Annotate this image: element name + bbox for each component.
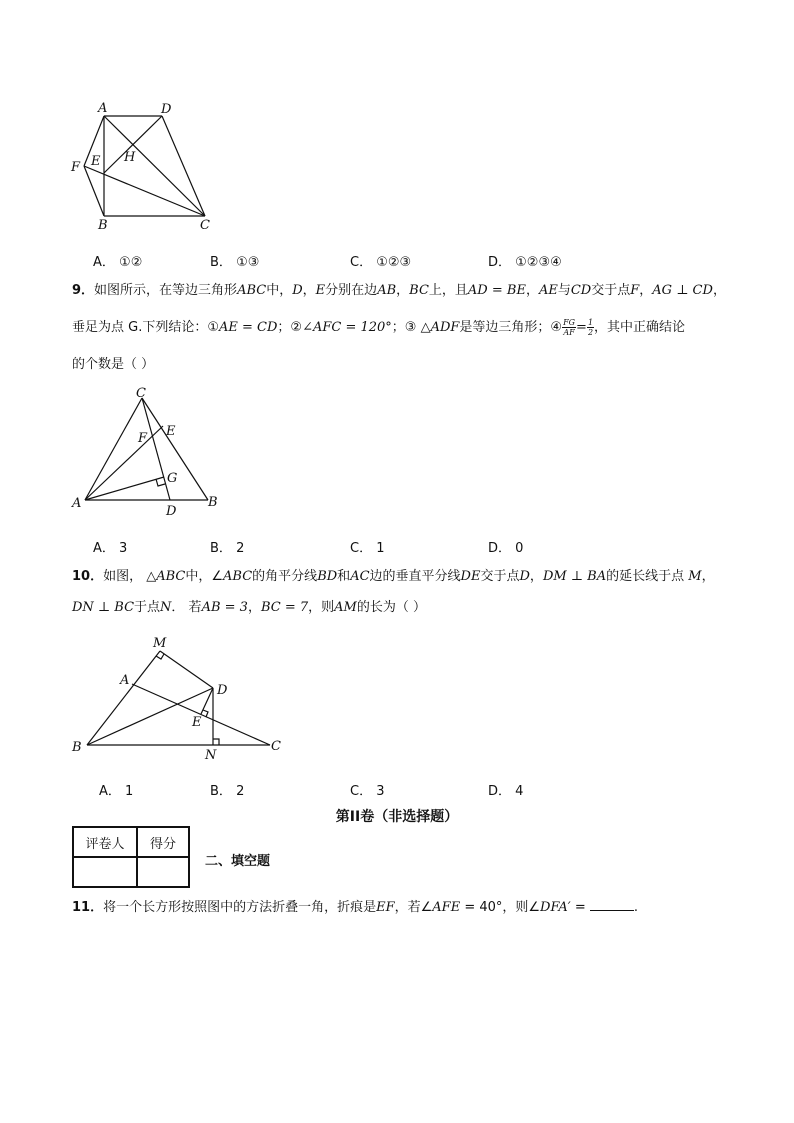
q8-options: [0, 251, 794, 273]
score-table-header-score: 得分: [137, 827, 189, 857]
q10-label-M: M: [153, 636, 167, 651]
q10-line-2: DN ⊥ BC于点N． 若AB = 3，BC = 7，则AM的长为（ ）: [72, 600, 426, 615]
q9-label-E: E: [166, 424, 176, 439]
q8-label-E: E: [91, 154, 101, 169]
q10-right-angle-N: [213, 739, 219, 745]
q9-seg-CD: [142, 398, 170, 500]
score-table-header-grader: 评卷人: [73, 827, 137, 857]
q9-figure: [68, 384, 228, 520]
q10-label-D: D: [217, 683, 228, 698]
q9-label-D: D: [166, 504, 177, 519]
q8-option-a[interactable]: A． ①②: [93, 255, 143, 270]
q9-fraction-fg-af: $\frac{FG}{AF}$: [563, 318, 576, 337]
q9-option-c[interactable]: C． 1: [350, 541, 385, 556]
score-table: [72, 826, 190, 888]
q9-line-1: 9．如图所示，在等边三角形ABC中，D，E分别在边AB，BC上，且AD = BE，AE与CD交于点F，AG ⊥ CD，: [72, 283, 726, 298]
q10-option-c[interactable]: C． 3: [350, 784, 385, 799]
q9-diagram: [68, 384, 228, 520]
q9-option-a[interactable]: A． 3: [93, 541, 128, 556]
q10-figure: [68, 628, 288, 764]
q10-option-b[interactable]: B． 2: [210, 784, 245, 799]
q8-diagram: [66, 98, 226, 238]
score-table-cell-grader[interactable]: [73, 857, 137, 887]
q11-line: 11．将一个长方形按照图中的方法折叠一角，折痕是EF，若∠AFE = 40°，则∠DFA′ = .: [72, 900, 639, 915]
q10-label-E: E: [192, 715, 202, 730]
q9-seg-CA: [85, 398, 142, 500]
q9-label-F: F: [138, 431, 148, 446]
q8-label-F: F: [71, 160, 81, 175]
q10-line-1: 10．如图， △ABC中，∠ABC的角平分线BD和AC边的垂直平分线DE交于点D，DM ⊥ BA的延长线于点 M，: [72, 569, 715, 584]
q9-fraction-half: $\frac{1}{2}$: [587, 318, 594, 337]
q10-label-N: N: [205, 748, 217, 763]
q10-diagram: [68, 628, 288, 764]
q9-options: [0, 537, 794, 559]
score-table-cell-score[interactable]: [137, 857, 189, 887]
q11-answer-blank[interactable]: [590, 898, 634, 911]
q10-number: 10．: [72, 569, 104, 584]
q8-figure: [66, 98, 226, 238]
q9-right-angle-G: [156, 479, 165, 486]
q10-seg-DE: [201, 688, 213, 714]
q9-label-C: C: [136, 386, 146, 401]
q10-options: [0, 780, 794, 802]
q10-seg-MD: [160, 651, 213, 688]
q9-option-d[interactable]: D． 0: [488, 541, 524, 556]
q10-label-A: A: [120, 673, 130, 688]
q8-label-A: A: [98, 101, 108, 116]
q8-label-B: B: [98, 218, 108, 233]
q9-option-b[interactable]: B． 2: [210, 541, 245, 556]
section-title: 第II卷（非选择题）: [335, 809, 459, 825]
q8-option-d[interactable]: D． ①②③④: [488, 255, 562, 270]
q9-line-3: 的个数是（ ）: [72, 357, 155, 372]
fill-in-heading: 二、填空题: [205, 854, 271, 869]
q8-option-b[interactable]: B． ①③: [210, 255, 260, 270]
q9-label-G: G: [167, 471, 178, 486]
q9-label-A: A: [72, 496, 82, 511]
q10-label-C: C: [271, 739, 281, 754]
q10-option-d[interactable]: D． 4: [488, 784, 524, 799]
q10-label-B: B: [72, 740, 82, 755]
q8-seg-AC: [104, 116, 205, 216]
q8-option-c[interactable]: C． ①②③: [350, 255, 412, 270]
q8-label-H: H: [124, 150, 136, 165]
q8-label-D: D: [161, 102, 172, 117]
q10-seg-BM: [87, 651, 160, 745]
q9-number: 9．: [72, 283, 95, 298]
q8-label-C: C: [200, 218, 210, 233]
q10-option-a[interactable]: A． 1: [99, 784, 134, 799]
q11-number: 11．: [72, 900, 104, 915]
q9-line-2: 垂足为点 G.下列结论：①AE = CD；②∠AFC = 120°；③ △ADF是等边三角形；④ $\frac{FG}{AF}$ = $\frac{1}{2}$ ，其中正确结论: [72, 318, 686, 337]
q9-label-B: B: [208, 495, 218, 510]
